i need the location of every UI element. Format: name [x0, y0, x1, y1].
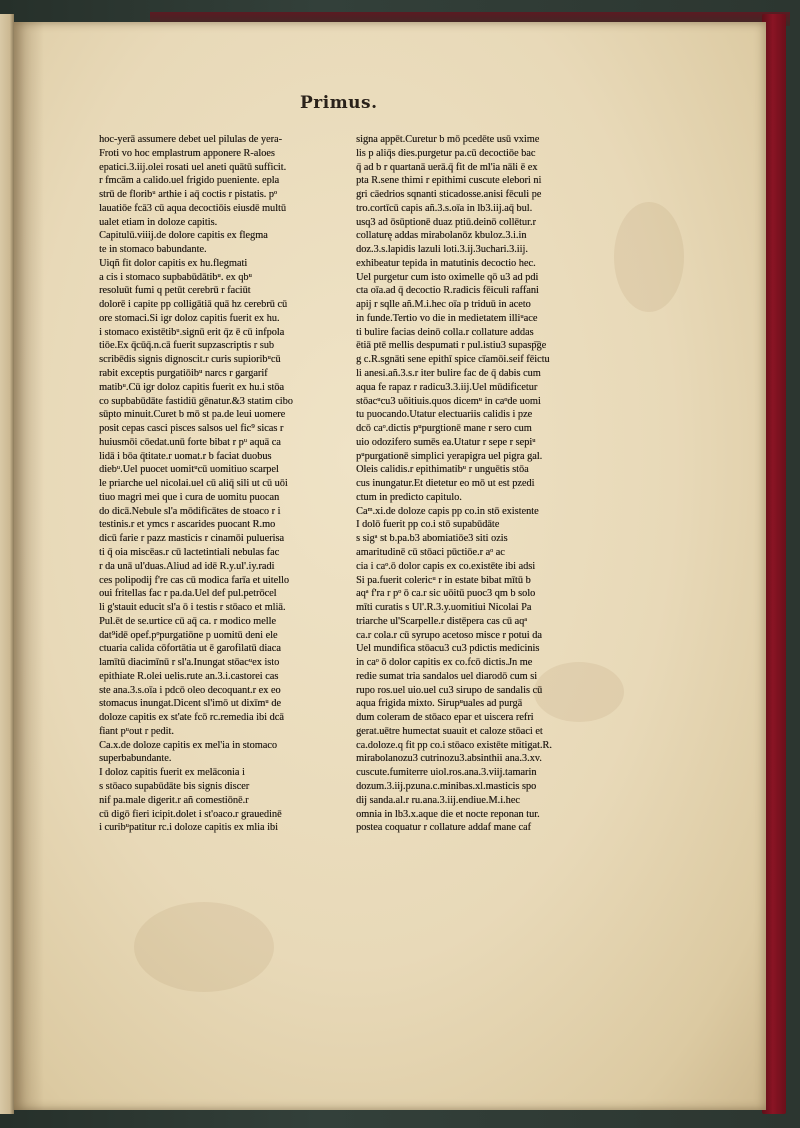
paper-stain [134, 902, 274, 992]
text-line: resoluūt fumi q petūt cerebrū r faciūt [99, 285, 251, 297]
text-line: Froti vo hoc emplastrum apponere R-aloes [99, 147, 275, 159]
text-line: exhibeatur tepida in matutinis decoctio hec. [356, 257, 536, 269]
text-line: superbabundante. [99, 753, 172, 765]
text-line: dum coleram de stōaco epar et uiscera refri [356, 712, 534, 724]
text-line: doloze capitis ex st'ate fcō rc.remedia ibi dcā [99, 712, 284, 724]
text-line: i stomaco existētibᵘ.signū erit q̄z ē cū infpola [99, 326, 285, 338]
text-line: redie sumat tria sandalos uel diarodō cum si [356, 670, 538, 682]
text-line: sūpto minuit.Curet b mō st pa.de leui uomere [99, 409, 286, 421]
text-line: in funde.Tertio vo die in medietatem illiᵘace [356, 312, 538, 324]
text-line: te in stomaco babundante. [99, 244, 207, 256]
text-line: do dicā.Nebule sl'a mōdificātes de stoaco r i [99, 505, 281, 517]
text-line: ste ana.3.s.oīa i pdcō oleo decoquant.r ex eo [99, 684, 281, 696]
text-line: scribēdis signis dignoscit.r curis supioribᵘcū [99, 354, 281, 366]
text-line: ualet etiam in doloze capitis. [99, 216, 218, 228]
text-line: i curibᵘpatitur rc.i doloze capitis ex mlia ibi [99, 822, 278, 834]
text-line: ctum in predicto capitulo. [356, 491, 462, 503]
text-line: pᵘpurgationē simplici yerapigra uel pigra gal. [356, 450, 543, 462]
text-line: Uel mundifica stōacu3 cu3 pdictis medicinis [356, 643, 540, 655]
text-line: mīti curatis s Ul'.R.3.y.uomitiui Nicolai Pa [356, 602, 532, 614]
text-line: gri cāedrios sqnanti sticadosse.anisi fēculi pe [356, 189, 542, 201]
text-line: posit cepas casci pisces salsos uel fic⁹ sicas r [99, 423, 284, 435]
text-line: le priarche uel nicolai.uel cū aliq̄ sili ut cū uōi [99, 478, 288, 490]
text-line: cia i caᵒ.ō dolor capis ex co.existēte ibi adsi [356, 560, 536, 572]
text-line: lidā i bōa q̄titate.r uomat.r b faciat duobus [99, 450, 272, 462]
text-line: tiōe.Ex q̄cūq̄.n.cā fuerit supzascriptis r sub [99, 340, 274, 352]
text-line: dicū farie r pazz masticis r cinamōi puluerisa [99, 533, 284, 545]
text-line: pta R.sene thimi r epithimi cuscute elebori ni [356, 175, 542, 187]
text-line: Caᵐ.xi.de doloze capis pp co.in stō existente [356, 505, 539, 517]
text-line: oui fritellas fac r pa.da.Uel def pul.petrōcel [99, 588, 277, 600]
text-line: aqua frigida mixto. Sirupᵘuales ad purgā [356, 698, 523, 710]
text-line: signa appēt.Curetur b mō pcedēte usū vxime [356, 134, 540, 145]
text-line: mirabolanozu3 cutrinozu3.absinthii ana.3.xv. [356, 753, 542, 765]
text-column-right [356, 133, 604, 835]
text-line: doz.3.s.lapidis lazuli loti.3.ij.3uchari.3.iij. [356, 244, 528, 256]
text-line: triarche ul'Scarpelle.r distēpera cas cū aqᵃ [356, 615, 528, 627]
text-line: ctuaria calida cōfortātia ut ē garofilatū diaca [99, 643, 281, 655]
text-line: stōacᵘcu3 uōitiuis.quos dicemᵘ in caᵒde uomi [356, 395, 541, 407]
gutter-shadow [14, 22, 44, 1110]
text-line: ca.r cola.r cū syrupo acetoso misce r potui da [356, 629, 542, 641]
text-line: nif pa.male digerit.r añ comestiōnē.r [99, 794, 249, 806]
text-line: lis p aliq̄s dies.purgetur pa.cū decoctiōe bac [356, 147, 536, 159]
text-line: dij sanda.al.r ru.ana.3.iij.endiue.M.i.hec [356, 794, 520, 806]
text-line: tiuo magri mei que i cura de uomitu puocan [99, 491, 280, 503]
text-line: a cis i stomaco supbabūdātibᵘ. ex qbᵘ [99, 271, 252, 283]
text-line: li anesi.añ.3.s.r iter bulire fac de q̄ dabis cum [356, 368, 541, 380]
text-line: Capitulū.viiij.de dolore capitis ex flegma [99, 230, 268, 242]
text-line: omnia in lb3.x.aque die et nocte reponan tur. [356, 808, 540, 820]
text-line: dat⁹idē opef.pᵒpurgatiōne p uomitū deni ele [99, 629, 278, 641]
text-line: tro.cortīcū capis añ.3.s.oīa in lb3.iij.aq̄ bul. [356, 202, 533, 214]
text-column-left [99, 133, 347, 835]
text-line: huiusmōi cōedat.unū forte bibat r pᵘ aquā ca [99, 436, 281, 448]
text-line: cū digō fieri icipit.dolet i st'oaco.r grauedinē [99, 808, 282, 820]
text-line: dcō caᵒ.dictis pᵘpurgtionē mane r sero cum [356, 423, 532, 435]
text-line: Uel purgetur cum isto oximelle qō u3 ad pdi [356, 271, 539, 283]
text-line: cus inungatur.Et dietetur eo mō ut est pzedi [356, 478, 535, 490]
text-line: s stōaco supabūdāte bis signis discer [99, 780, 250, 792]
text-line: uio odozifero sumēs ea.Utatur r sepe r sepiᵘ [356, 436, 536, 448]
text-line: testinis.r et ymcs r ascarides puocant R.mo [99, 519, 276, 531]
text-line: amaritudinē cū stōaci pūctiōe.r aᵒ ac [356, 546, 505, 558]
text-line: aqᵃ f'ra r pᵒ ō ca.r sic uōitū puoc3 qm b solo [356, 588, 536, 600]
text-line: rabit exceptis purgatiōibᵘ narcs r gargarif [99, 368, 268, 380]
text-line: lauatiōe fcā3 cū aqua decoctiōis eiusdē multū [99, 202, 286, 214]
text-line: fiant pᵘout r pedit. [99, 725, 174, 737]
text-line: ti bulire facias deinō colla.r collature addas [356, 326, 534, 338]
text-line: ore stomaci.Si igr doloz capitis fuerit ex hu. [99, 312, 280, 324]
text-line: co supbabūdāte fastidiū gēnatur.&3 statim cibo [99, 395, 293, 407]
text-line: gerat.uētre humectat suauit et caloze stōaci et [356, 725, 543, 737]
text-line: Uiqñ fit dolor capitis ex hu.flegmati [99, 257, 248, 269]
text-line: stomacus inungat.Dicent sl'imō ut dixīmᵘ de [99, 698, 281, 710]
text-line: s sigᵃ st b.pa.b3 abomiatiōe3 siti ozis [356, 533, 508, 545]
text-line: g c.R.sgnāti sene epithī spice cīamōi.seif fēictu [356, 354, 550, 366]
text-line: epithiate R.olei uelis.rute an.3.i.castorei cas [99, 670, 279, 682]
text-line: ētiā ptē mellis despumati r pul.istiu3 supasp͞ge [356, 340, 547, 352]
text-line: dolorē i capite pp colligātiā quā hz cerebrū cū [99, 299, 288, 311]
running-head: Primus. [300, 93, 378, 113]
text-line: Si pa.fuerit colericᵘ r in estate bibat mītū b [356, 574, 531, 586]
text-line: q̄ ad b r quartanā uerā.q̄ fit de ml'ia nāli ē ex [356, 161, 538, 173]
text-line: apij r sqlle añ.M.i.hec oīa p triduū in aceto [356, 299, 531, 311]
text-line: Ca.x.de doloze capitis ex mel'ia in stomaco [99, 739, 277, 751]
text-line: usq3 ad ōsūptionē duaz ptiū.deinō collētur.r [356, 216, 536, 228]
paper-stain [614, 202, 684, 312]
text-line: cuscute.fumiterre uiol.ros.ana.3.viij.tamarin [356, 767, 537, 779]
text-line: li g'stauit educit sl'a ō i testis r stōaco et mliā. [99, 602, 286, 614]
text-line: strū de floribᵘ arthie i aq̄ coctis r pistatis. pᵒ [99, 189, 277, 201]
text-line: aqua fe rapaz r radicu3.3.iij.Uel mūdificetur [356, 381, 538, 393]
text-line: in caᵒ ō dolor capitis ex co.fcō dictis.Jn me [356, 657, 533, 669]
text-line: I dolō fuerit pp co.i stō supabūdāte [356, 519, 500, 531]
text-line: I doloz capitis fuerit ex melāconia i [99, 767, 245, 779]
text-line: collaturę addas mirabolanōz kbuloz.3.i.in [356, 230, 527, 242]
text-line: matibᵘ.Cū igr doloz capitis fuerit ex hu.i stōa [99, 381, 284, 393]
text-line: hoc-yerā assumere debet uel pilulas de yera- [99, 134, 282, 145]
text-line: ca.doloze.q fit pp co.i stōaco existēte mitigat.R. [356, 739, 552, 751]
text-line: Pul.ēt de se.urtice cū aq̄ ca. r modico melle [99, 615, 276, 627]
text-line: r da unā ul'duas.Aliud ad idē R.y.ul'.iy.radi [99, 560, 275, 572]
facing-page-edge [0, 14, 14, 1114]
text-line: diebᵘ.Uel puocet uomitᵘcū uomitiuo scarpel [99, 464, 279, 476]
text-line: Oleis calidis.r epithimatibᵘ r unguētis stōa [356, 464, 529, 476]
text-line: ces polipodij f're cas cū modica farīa et uitello [99, 574, 289, 586]
text-line: ti q̄ oia miscēas.r cū lactetintiali nebulas fac [99, 546, 280, 558]
text-line: tu puocando.Utatur electuariis calidis i pze [356, 409, 533, 421]
text-line: postea coquatur r collature addaf mane caf [356, 822, 531, 834]
text-line: r fmcām a calido.uel frigido pueniente. epla [99, 175, 280, 187]
text-line: rupo ros.uel uio.uel cu3 sirupo de sandalis cū [356, 684, 543, 696]
text-line: dozum.3.iij.pzuna.c.minibas.xl.masticis spo [356, 780, 537, 792]
text-line: lamītū diacimīnū r sl'a.Inungat stōacᵘex isto [99, 657, 280, 669]
text-line: epatici.3.iij.olei rosati uel aneti quātū sufficit. [99, 161, 287, 173]
text-line: cta oīa.ad q̄ decoctio R.radicis fēiculi raffani [356, 285, 539, 297]
